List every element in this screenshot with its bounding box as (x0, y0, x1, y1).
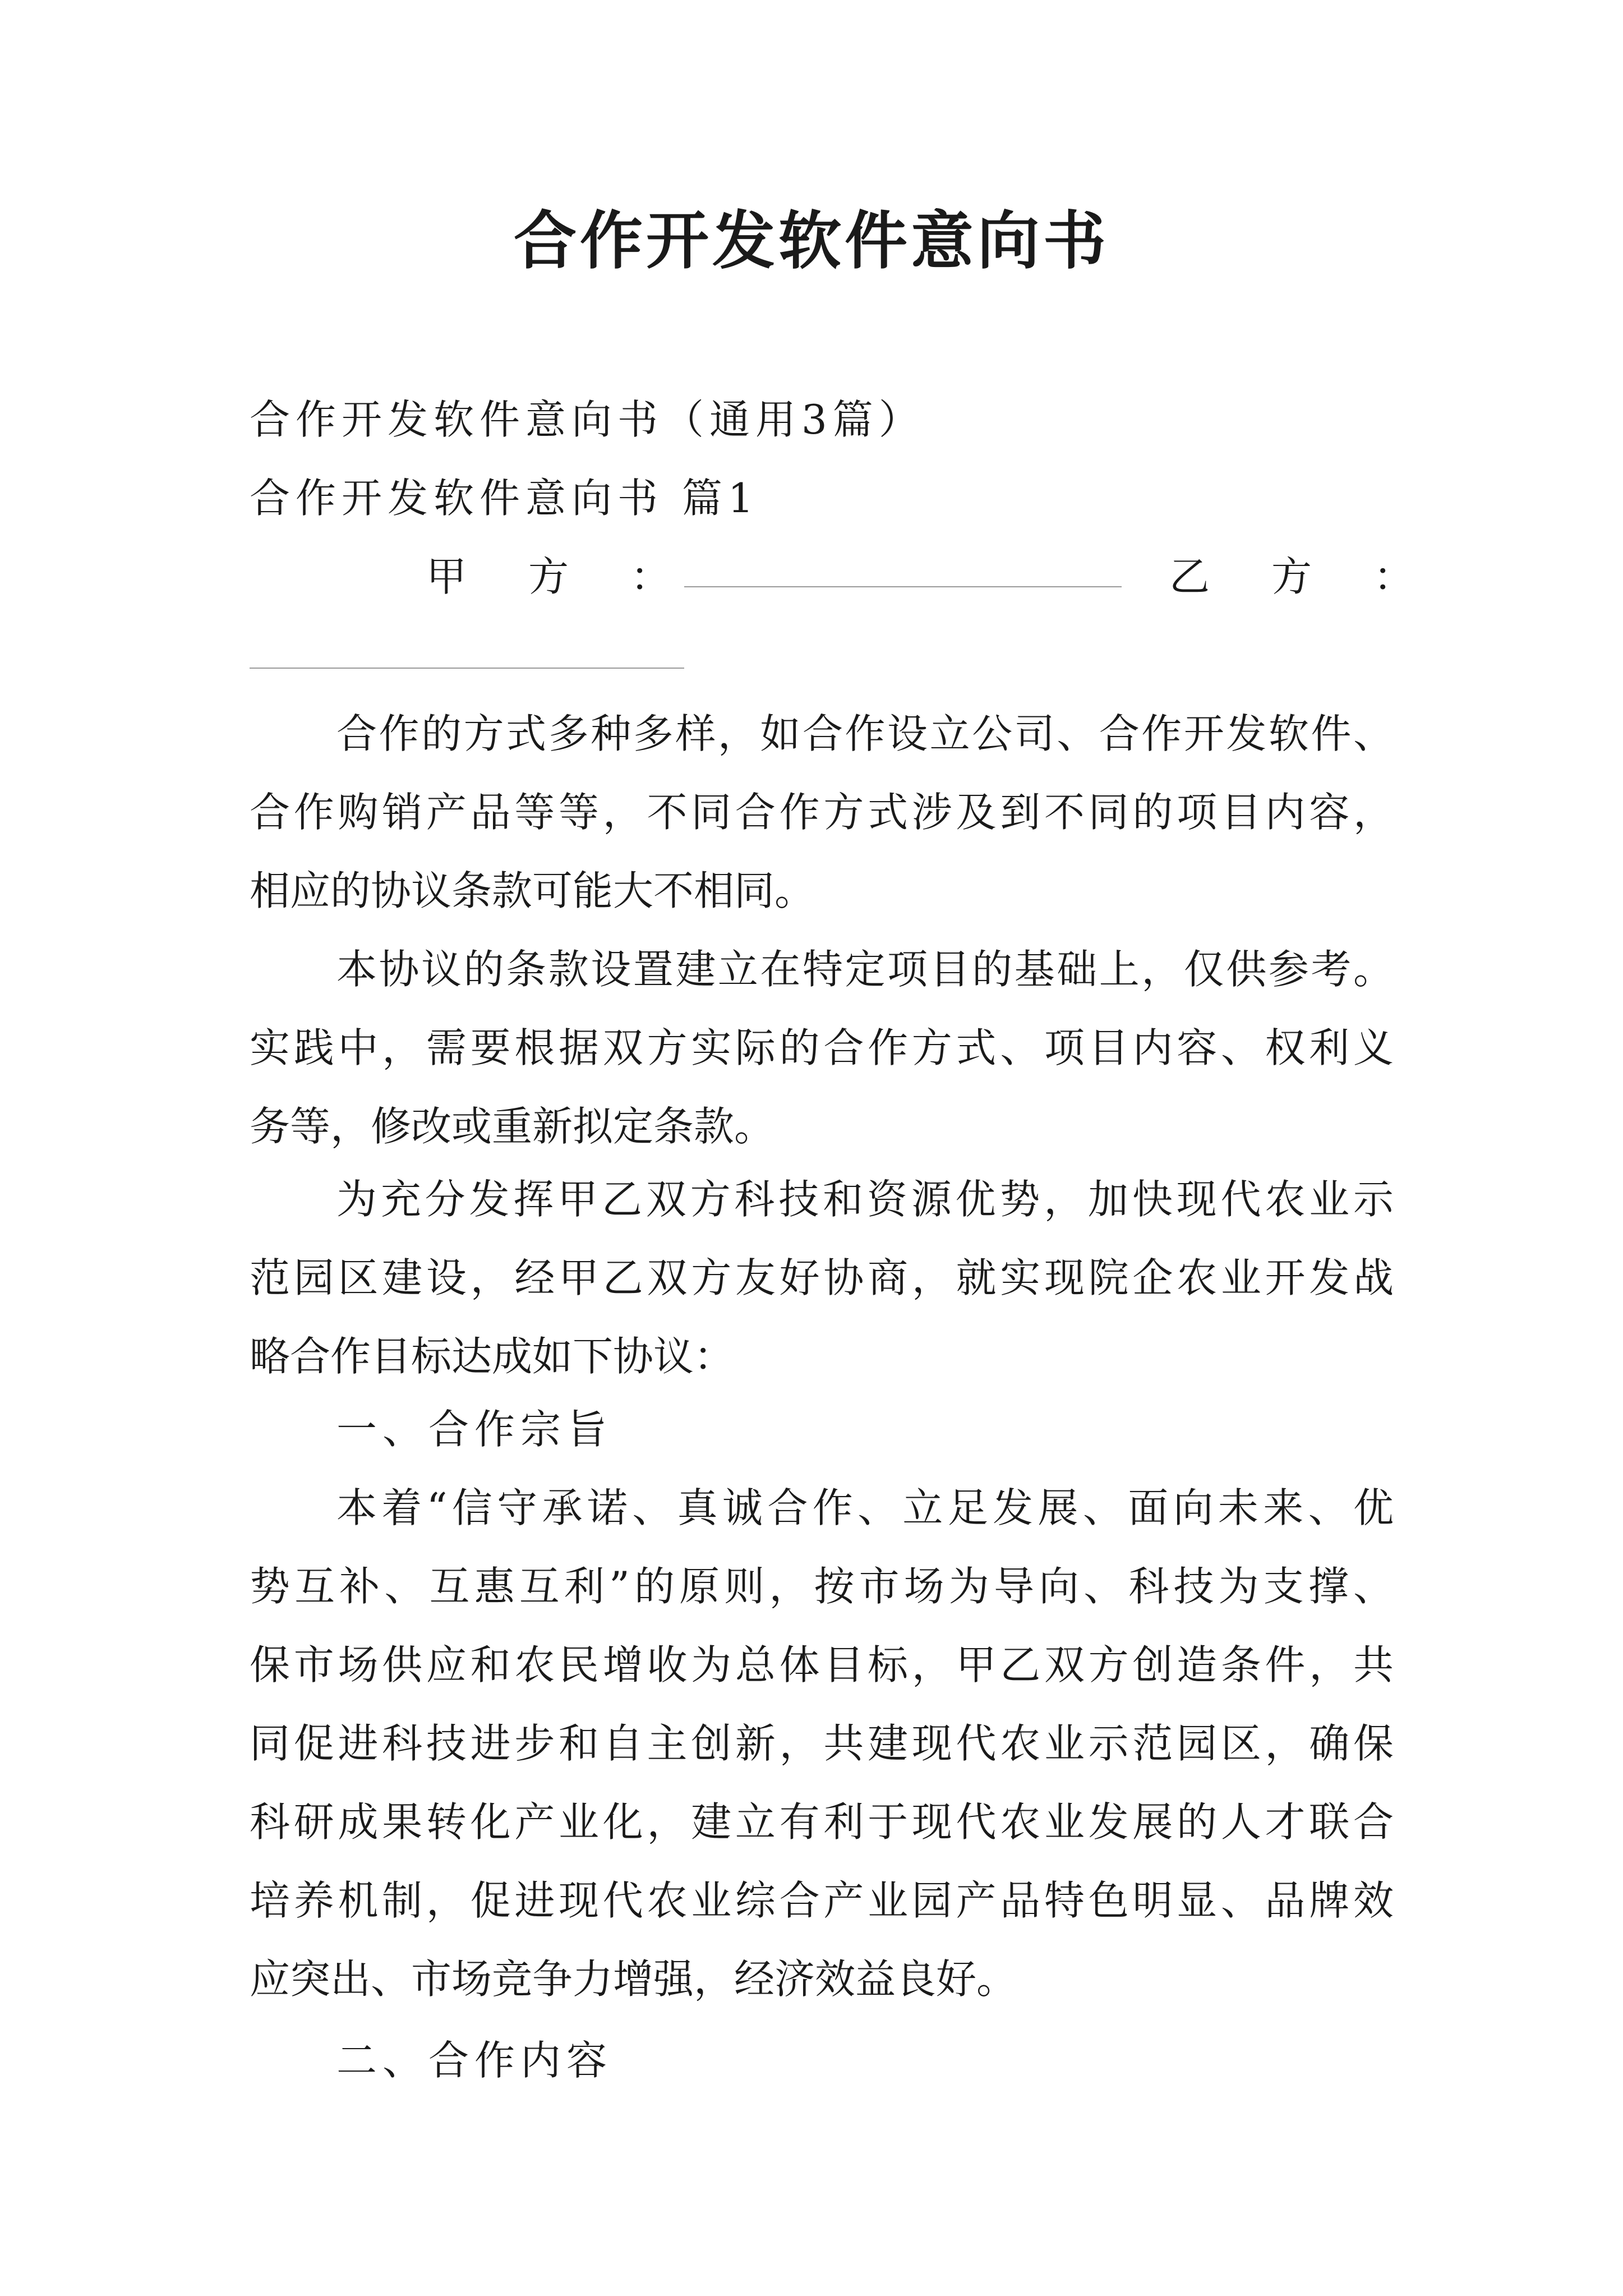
section-1-heading: 一、合作宗旨 (336, 1406, 613, 1453)
document-title: 合作开发软件意向书 (514, 204, 1109, 278)
paragraph-1-line-2: 合作购销产品等等，不同合作方式涉及到不同的项目内容， (250, 789, 1394, 836)
party-b-label: 乙方： (1169, 553, 1476, 600)
party-a-blank (684, 586, 1122, 587)
paragraph-2-line-2: 实践中，需要根据双方实际的合作方式、项目内容、权利义 (250, 1024, 1394, 1071)
paragraph-3-line-3: 略合作目标达成如下协议： (250, 1333, 735, 1380)
section-1-line-7: 应突出、市场竞争力增强，经济效益良好。 (250, 1955, 1017, 2003)
paragraph-1-line-1: 合作的方式多种多样，如合作设立公司、合作开发软件、 (336, 710, 1394, 757)
document-subtitle: 合作开发软件意向书（通用3篇） (250, 396, 925, 443)
part-title: 合作开发软件意向书 篇1 (250, 475, 759, 522)
paragraph-2-line-1: 本协议的条款设置建立在特定项目的基础上，仅供参考。 (336, 946, 1394, 993)
section-1-line-2: 势互补、互惠互利”的原则，按市场为导向、科技为支撑、 (250, 1563, 1394, 1610)
section-1-line-4: 同促进科技进步和自主创新，共建现代农业示范园区，确保 (250, 1720, 1394, 1767)
section-1-line-6: 培养机制，促进现代农业综合产业园产品特色明显、品牌效 (250, 1877, 1394, 1924)
section-1-line-1: 本着“信守承诺、真诚合作、立足发展、面向未来、优 (336, 1484, 1394, 1531)
paragraph-1-line-3: 相应的协议条款可能大不相同。 (250, 867, 815, 914)
section-1-line-3: 保市场供应和农民增收为总体目标，甲乙双方创造条件，共 (250, 1641, 1394, 1688)
party-a-label: 甲方： (426, 553, 733, 600)
section-1-line-5: 科研成果转化产业化，建立有利于现代农业发展的人才联合 (250, 1798, 1394, 1846)
party-b-blank (250, 668, 684, 669)
section-2-heading: 二、合作内容 (336, 2037, 613, 2084)
paragraph-2-line-3: 务等，修改或重新拟定条款。 (250, 1103, 775, 1150)
paragraph-3-line-2: 范园区建设，经甲乙双方友好协商，就实现院企农业开发战 (250, 1254, 1394, 1301)
paragraph-3-line-1: 为充分发挥甲乙双方科技和资源优势，加快现代农业示 (336, 1176, 1394, 1223)
